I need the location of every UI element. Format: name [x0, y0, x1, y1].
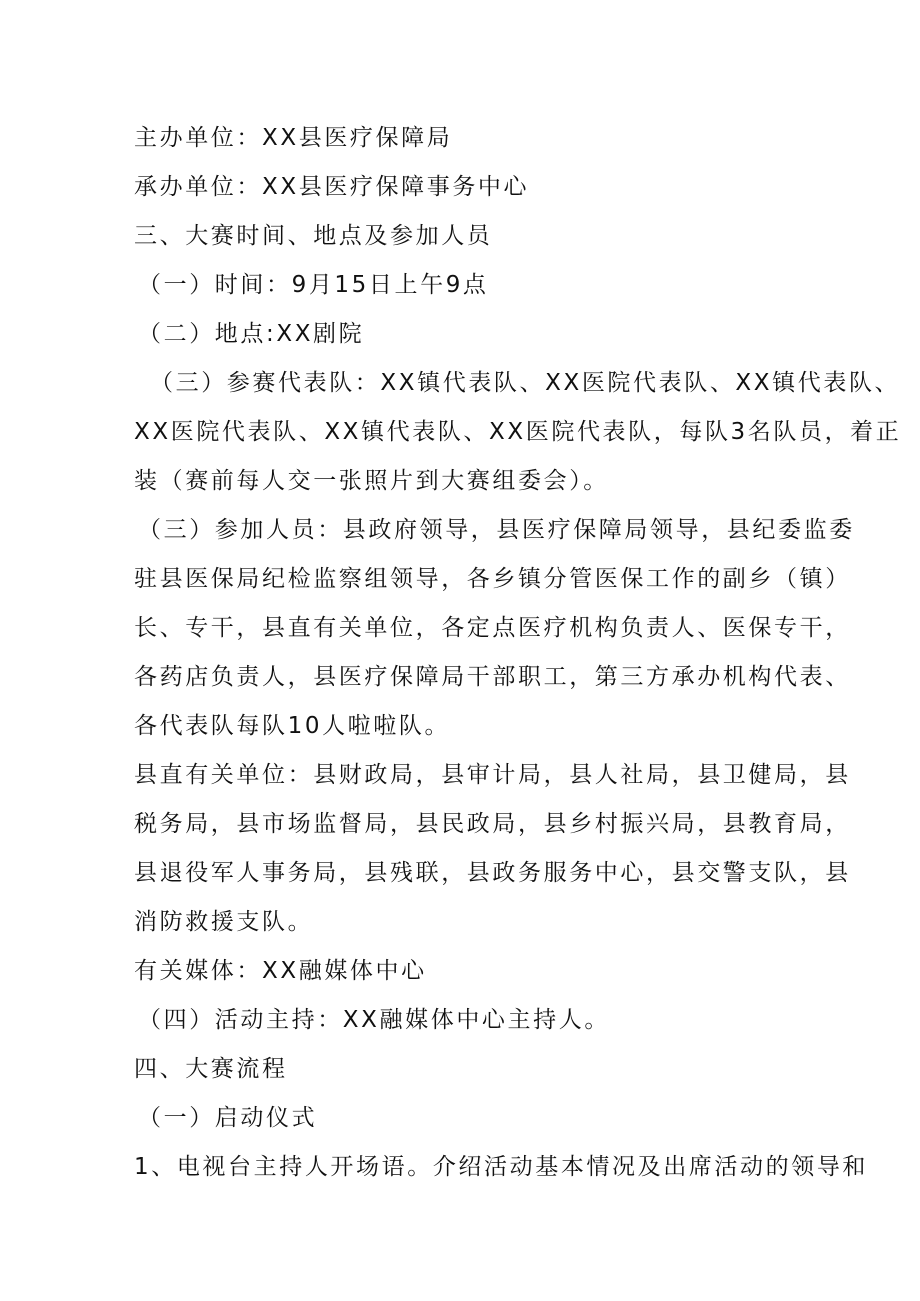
participants-line-3: 长、专干，县直有关单位，各定点医疗机构负责人、医保专干， [134, 615, 851, 641]
section-heading-time-venue: 三、大赛时间、地点及参加人员 [134, 223, 493, 249]
county-units-line-2: 税务局，县市场监督局，县民政局，县乡村振兴局，县教育局， [134, 811, 851, 837]
process-step-1: 1、电视台主持人开场语。介绍活动基本情况及出席活动的领导和 [134, 1154, 869, 1180]
participants-line-5: 各代表队每队10人啦啦队。 [134, 713, 451, 739]
organizer-line: 主办单位：XX县医疗保障局 [134, 125, 453, 151]
teams-line-1: （三）参赛代表队：XX镇代表队、XX医院代表队、XX镇代表队、 [150, 370, 901, 396]
host-line: （四）活动主持：XX融媒体中心主持人。 [138, 1007, 610, 1033]
county-units-line-3: 县退役军人事务局，县残联，县政务服务中心，县交警支队，县 [134, 860, 851, 886]
participants-line-4: 各药店负责人，县医疗保障局干部职工，第三方承办机构代表、 [134, 664, 851, 690]
teams-line-2: XX医院代表队、XX镇代表队、XX医院代表队，每队3名队员，着正 [134, 419, 902, 445]
participants-line-2: 驻县医保局纪检监察组领导，各乡镇分管医保工作的副乡（镇） [134, 566, 851, 592]
media-line: 有关媒体：XX融媒体中心 [134, 958, 427, 984]
venue-line: （二）地点:XX剧院 [138, 321, 365, 347]
participants-line-1: （三）参加人员：县政府领导，县医疗保障局领导，县纪委监委 [138, 517, 855, 543]
teams-line-3: 装（赛前每人交一张照片到大赛组委会）。 [134, 468, 609, 494]
county-units-line-1: 县直有关单位：县财政局，县审计局，县人社局，县卫健局，县 [134, 762, 851, 788]
launch-ceremony-heading: （一）启动仪式 [138, 1105, 318, 1131]
undertaker-line: 承办单位：XX县医疗保障事务中心 [134, 174, 530, 200]
time-line: （一）时间：9月15日上午9点 [138, 272, 489, 298]
section-heading-process: 四、大赛流程 [134, 1056, 288, 1082]
county-units-line-4: 消防救援支队。 [134, 909, 314, 935]
